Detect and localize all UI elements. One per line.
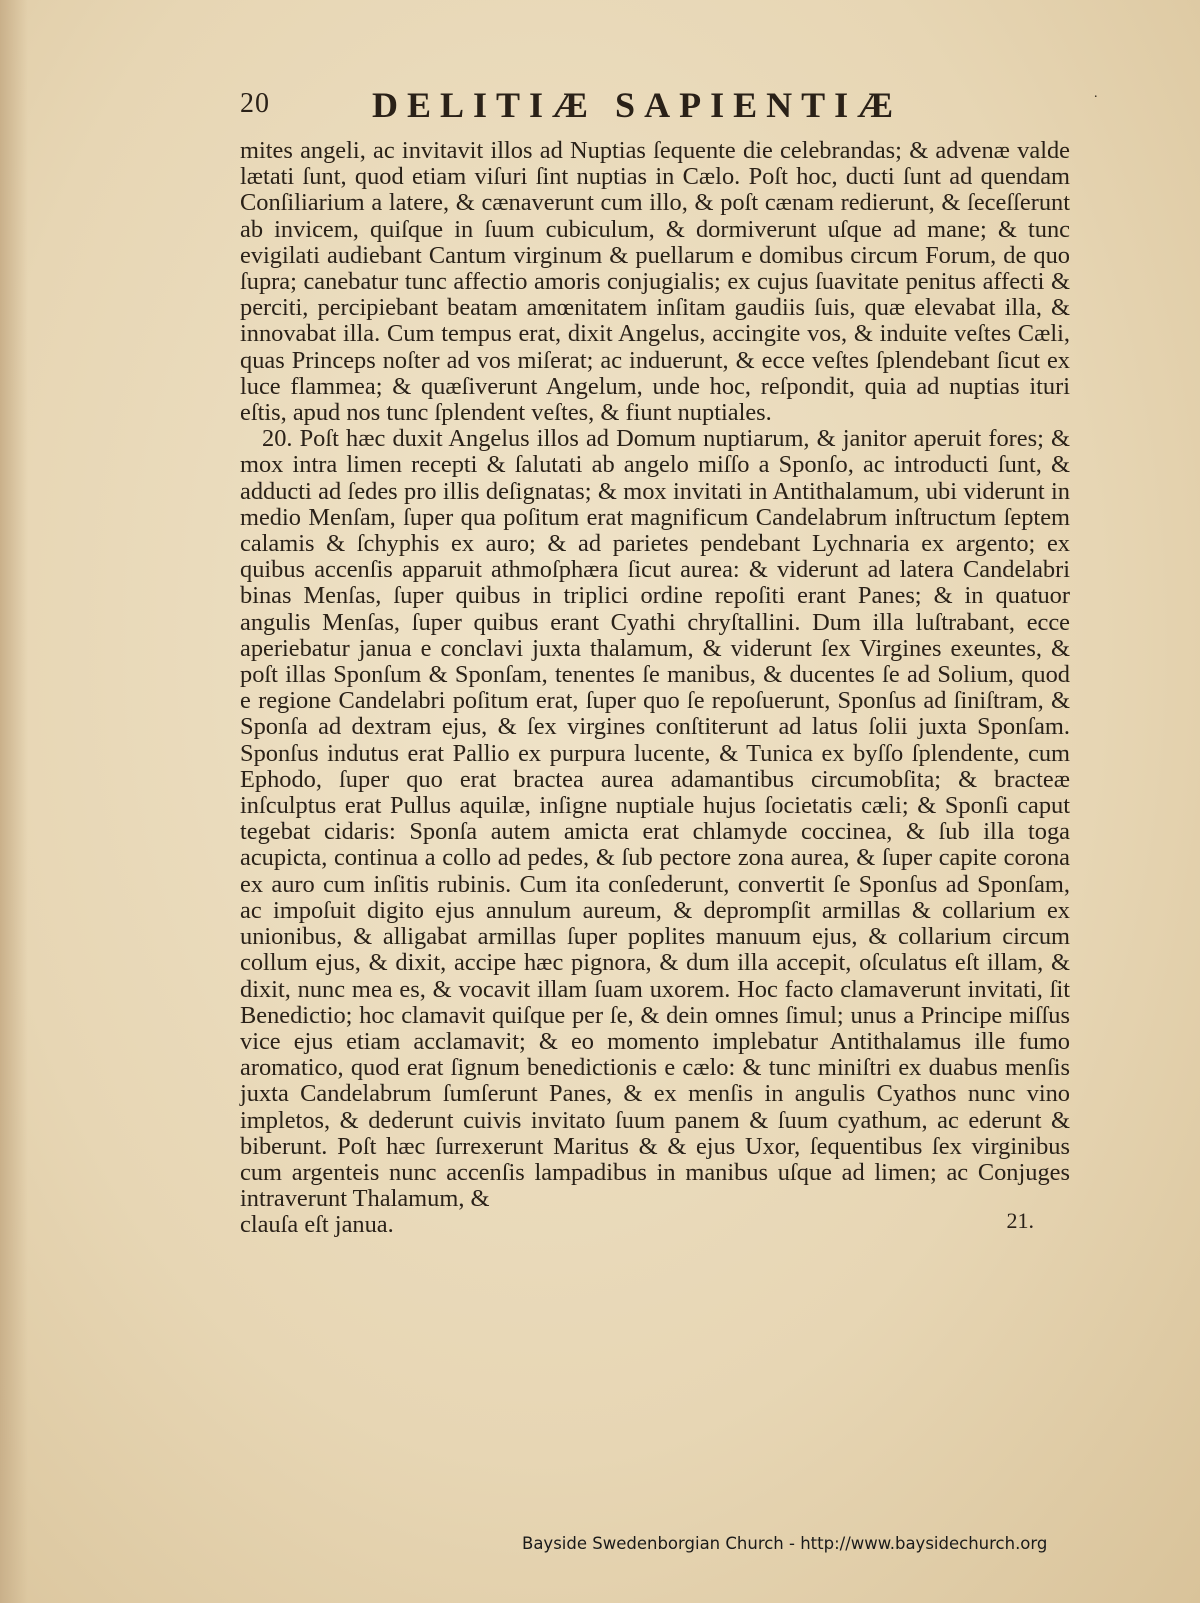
body-text — [240, 138, 1070, 1238]
catchword: 21. — [1006, 1208, 1034, 1234]
last-line: clauſa eſt janua. — [240, 1211, 394, 1239]
header-mark: . — [1094, 86, 1098, 101]
paragraph-continued: mites angeli, ac invitavit illos ad Nuptias ſequente die celebrandas; & advenæ valde lætati ſunt, quod etiam viſuri ſint nuptias in Cælo. Poſt hoc, ducti ſunt ad quendam Conſiliarium a latere, & cænaverunt cum illo, & poſt cænam redierunt, & ſeceſſerunt ab invicem, quiſque in ſuum cubiculum, & dormiverunt uſque ad mane; & tunc evigilati audiebant Cantum virginum & puellarum e domibus circum Forum, de quo ſupra; canebatur tunc affectio amoris conjugialis; ex cujus ſuavitate penitus affecti & perciti, percipiebant beatam amœnitatem inſitam gaudiis ſuis, quæ elevabat illa, & innovabat illa. Cum tempus erat, dixit Angelus, accingite vos, & induite veſtes Cæli, quas Princeps noſter ad vos miſerat; ac induerunt, & ecce veſtes ſplendebant ſicut ex luce flammea; & quæſiverunt Angelum, unde hoc, reſpondit, quia ad nuptias ituri eſtis, apud nos tunc ſplendent veſtes, & fiunt nuptiales. — [240, 137, 1070, 427]
paragraph-20: 20. Poſt hæc duxit Angelus illos ad Domum nuptiarum, & janitor aperuit fores; & mox intra limen recepti & ſalutati ab angelo miſſo a Sponſo, ac introducti ſunt, & adducti ad ſedes pro illis deſignatas; & mox invitati in Antithalamum, ubi viderunt in medio Menſam, ſuper qua poſitum erat magnificum Candelabrum inſtructum ſeptem calamis & ſchyphis ex auro; & ad parietes pendebant Lychnaria ex argento; ex quibus accenſis apparuit athmoſphæra ſicut aurea: & viderunt ad latera Candelabri binas Menſas, ſuper quibus in triplici ordine repoſiti erant Panes; & in quatuor angulis Menſas, ſuper quibus erant Cyathi chryſtallini. Dum illa luſtrabant, ecce aperiebatur janua e conclavi juxta thalamum, & viderunt ſex Virgines exeuntes, & poſt illas Sponſum & Sponſam, tenentes ſe manibus, & ducentes ſe ad Solium, quod e regione Candelabri poſitum erat, ſuper quo ſe repoſuerunt, Sponſus ad ſiniſtram, & Sponſa ad dextram ejus, & ſex virgines conſtiterunt ad latus ſolii juxta Sponſam. Sponſus indutus erat Pallio ex purpura lucente, & Tunica ex byſſo ſplendente, cum Ephodo, ſuper quo erat bractea aurea adamantibus circumobſita; & bracteæ inſculptus erat Pullus aquilæ, inſigne nuptiale hujus ſocietatis cæli; & Sponſi caput tegebat cidaris: Sponſa autem amicta erat chlamyde coccinea, & ſub illa toga acupicta, continua a collo ad pedes, & ſub pectore zona aurea, & ſuper capite corona ex auro cum inſitis rubinis. Cum ita conſederunt, convertit ſe Sponſus ad Sponſam, ac impoſuit digito ejus annulum aureum, & deprompſit armillas & collarium ex unionibus, & alligabat armillas ſuper poplites manuum ejus, & collarium circum collum ejus, & dixit, accipe hæc pignora, & dum illa accepit, oſculatus eſt illam, & dixit, nunc mea es, & vocavit illam ſuam uxorem. Hoc facto clamaverunt invitati, ſit Benedictio; hoc clamavit quiſque per ſe, & dein omnes ſimul; unus a Principe miſſus vice ejus etiam acclamavit; & eo momento implebatur Antithalamus ille fumo aromatico, quod erat ſignum benedictionis e cælo: & tunc miniſtri ex duabus menſis juxta Candelabrum ſumſerunt Panes, & ex menſis in angulis Cyathos nunc vino impletos, & dederunt cuivis invitato ſuum panem & ſuum cyathum, ac ederunt & biberunt. Poſt hæc ſurrexerunt Maritus & & ejus Uxor, ſequentibus ſex virginibus cum argenteis nunc accenſis lampadibus in manibus uſque ad limen; ac Conjuges intraverunt Thalamum, & — [240, 425, 1070, 1213]
footer-credit: Bayside Swedenborgian Church - http://www.baysidechurch.org — [522, 1534, 1048, 1553]
page-gutter-shadow — [0, 0, 28, 1603]
final-line-row — [240, 1208, 1070, 1239]
running-header — [232, 84, 1112, 134]
running-title: DELITIÆ SAPIENTIÆ — [372, 85, 903, 125]
page-number: 20 — [240, 88, 270, 119]
